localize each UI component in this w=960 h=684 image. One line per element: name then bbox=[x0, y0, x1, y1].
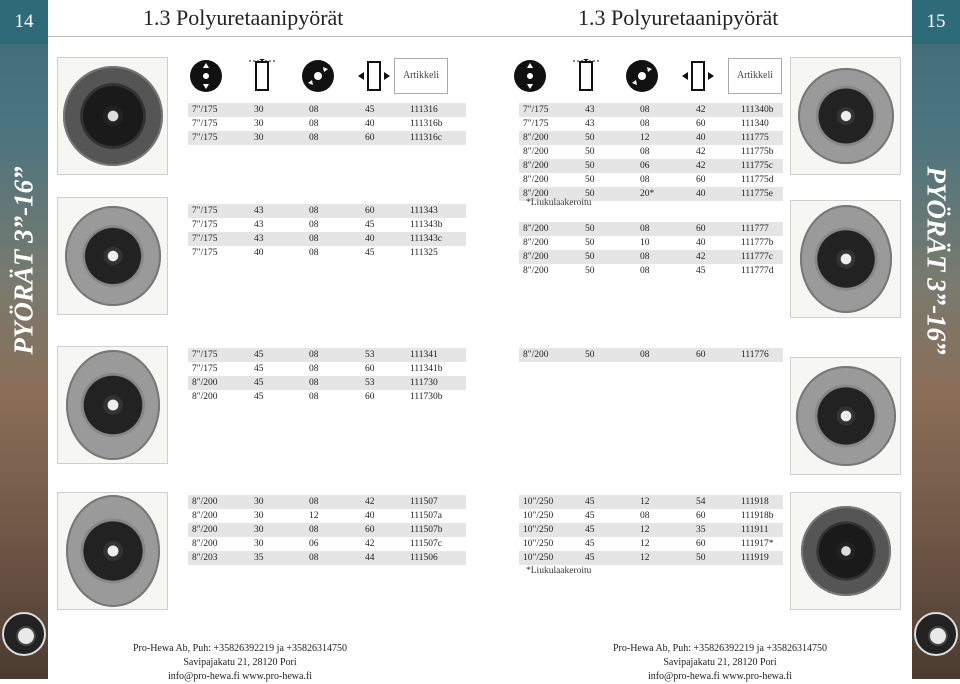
table-cell: 8"/200 bbox=[192, 497, 218, 507]
table-cell: 40 bbox=[696, 238, 706, 248]
table-row bbox=[188, 348, 466, 362]
table-cell: 45 bbox=[585, 511, 595, 521]
table-cell: 45 bbox=[585, 539, 595, 549]
table-cell: 43 bbox=[585, 105, 595, 115]
footer-line: Savipajakatu 21, 28120 Pori bbox=[663, 657, 777, 668]
table-cell: 8"/200 bbox=[523, 189, 549, 199]
table-cell: 111343c bbox=[410, 234, 443, 244]
wheel-photo bbox=[790, 492, 901, 610]
table-cell: 06 bbox=[640, 161, 650, 171]
table-row bbox=[188, 362, 466, 376]
table-cell: 12 bbox=[640, 133, 650, 143]
column-icon-header-left bbox=[188, 58, 448, 94]
table-cell: 7"/175 bbox=[192, 350, 218, 360]
table-cell: 08 bbox=[309, 378, 319, 388]
spec-table bbox=[519, 222, 783, 278]
table-cell: 7"/175 bbox=[192, 105, 218, 115]
table-cell: 111777b bbox=[741, 238, 774, 248]
table-row bbox=[188, 117, 466, 131]
table-cell: 60 bbox=[365, 392, 375, 402]
table-row bbox=[519, 236, 783, 250]
table-cell: 50 bbox=[696, 553, 706, 563]
table-cell: 45 bbox=[254, 392, 264, 402]
table-row bbox=[188, 131, 466, 145]
table-cell: 40 bbox=[365, 119, 375, 129]
table-cell: 30 bbox=[254, 497, 264, 507]
table-cell: 8"/200 bbox=[523, 252, 549, 262]
wheel-photo bbox=[790, 200, 901, 318]
table-cell: 40 bbox=[696, 189, 706, 199]
table-cell: 53 bbox=[365, 350, 375, 360]
footer-line: info@pro-hewa.fi www.pro-hewa.fi bbox=[167, 671, 313, 682]
table-row bbox=[519, 222, 783, 236]
table-cell: 50 bbox=[585, 147, 595, 157]
table-cell: 30 bbox=[254, 119, 264, 129]
table-cell: 43 bbox=[254, 206, 264, 216]
table-cell: 111775 bbox=[741, 133, 769, 143]
table-cell: 08 bbox=[309, 392, 319, 402]
table-cell: 8"/200 bbox=[523, 350, 549, 360]
wheel-photo bbox=[57, 197, 168, 315]
table-row bbox=[188, 204, 466, 218]
wheel-hub-icon bbox=[624, 58, 660, 94]
table-cell: 7"/175 bbox=[192, 220, 218, 230]
table-cell: 10"/250 bbox=[523, 539, 554, 549]
table-cell: 111777c bbox=[741, 252, 774, 262]
table-cell: 8"/200 bbox=[192, 525, 218, 535]
table-cell: 60 bbox=[696, 175, 706, 185]
table-cell: 30 bbox=[254, 133, 264, 143]
table-cell: 45 bbox=[585, 553, 595, 563]
table-cell: 42 bbox=[696, 105, 706, 115]
table-cell: 08 bbox=[640, 266, 650, 276]
wheel-photo bbox=[57, 492, 168, 610]
table-cell: 10"/250 bbox=[523, 497, 554, 507]
table-cell: 111777d bbox=[741, 266, 774, 276]
table-cell: 111325 bbox=[410, 248, 438, 258]
table-cell: 43 bbox=[254, 220, 264, 230]
table-cell: 08 bbox=[309, 234, 319, 244]
side-title-left bbox=[0, 145, 48, 375]
table-row bbox=[519, 117, 783, 131]
table-cell: 111340 bbox=[741, 119, 769, 129]
table-cell: 8"/200 bbox=[523, 133, 549, 143]
table-cell: 111917* bbox=[741, 539, 774, 549]
table-cell: 8"/200 bbox=[523, 266, 549, 276]
table-cell: 08 bbox=[640, 350, 650, 360]
table-cell: 111777 bbox=[741, 224, 769, 234]
hub-width-icon bbox=[356, 58, 392, 94]
table-footnote: *Liukulaakeroitu bbox=[526, 198, 592, 208]
table-cell: 08 bbox=[309, 350, 319, 360]
table-row bbox=[519, 348, 783, 362]
table-cell: 111911 bbox=[741, 525, 769, 535]
table-row bbox=[188, 376, 466, 390]
footer-line: Pro-Hewa Ab, Puh: +35826392219 ja +35826314750 bbox=[132, 643, 348, 654]
page-title-left: 1.3 Polyuretaanipyörät bbox=[143, 5, 344, 30]
wheel-hub-icon bbox=[300, 58, 336, 94]
spec-table bbox=[188, 204, 466, 260]
table-cell: 60 bbox=[696, 350, 706, 360]
table-cell: 60 bbox=[365, 525, 375, 535]
table-cell: 08 bbox=[309, 525, 319, 535]
table-cell: 111730b bbox=[410, 392, 443, 402]
table-cell: 111775c bbox=[741, 161, 774, 171]
page-title-right: 1.3 Polyuretaanipyörät bbox=[578, 5, 779, 30]
table-cell: 40 bbox=[365, 511, 375, 521]
table-cell: 111730 bbox=[410, 378, 438, 388]
table-row bbox=[188, 232, 466, 246]
table-cell: 8"/200 bbox=[192, 539, 218, 549]
table-row bbox=[188, 523, 466, 537]
table-row bbox=[188, 103, 466, 117]
table-cell: 08 bbox=[640, 224, 650, 234]
table-cell: 8"/200 bbox=[523, 224, 549, 234]
footer-line: Pro-Hewa Ab, Puh: +35826392219 ja +35826314750 bbox=[612, 643, 828, 654]
table-row bbox=[188, 537, 466, 551]
table-cell: 60 bbox=[365, 364, 375, 374]
table-cell: 30 bbox=[254, 525, 264, 535]
table-row bbox=[188, 509, 466, 523]
table-cell: 8"/200 bbox=[523, 147, 549, 157]
table-row bbox=[519, 131, 783, 145]
table-cell: 12 bbox=[640, 539, 650, 549]
page-number-left: 14 bbox=[0, 0, 48, 44]
table-cell: 7"/175 bbox=[192, 133, 218, 143]
spec-table bbox=[188, 348, 466, 404]
table-cell: 60 bbox=[365, 133, 375, 143]
table-cell: 111341b bbox=[410, 364, 443, 374]
hub-width-icon bbox=[680, 58, 716, 94]
table-cell: 08 bbox=[309, 119, 319, 129]
table-cell: 08 bbox=[309, 220, 319, 230]
wheel-photo bbox=[790, 57, 901, 175]
table-cell: 35 bbox=[696, 525, 706, 535]
side-title-right bbox=[912, 145, 960, 375]
table-cell: 8"/200 bbox=[523, 175, 549, 185]
table-cell: 45 bbox=[696, 266, 706, 276]
table-cell: 60 bbox=[696, 119, 706, 129]
table-cell: 40 bbox=[365, 234, 375, 244]
table-cell: 60 bbox=[696, 511, 706, 521]
table-cell: 111507c bbox=[410, 539, 443, 549]
table-cell: 111507a bbox=[410, 511, 443, 521]
table-cell: 08 bbox=[309, 206, 319, 216]
table-cell: 50 bbox=[585, 350, 595, 360]
brand-logo-icon bbox=[2, 612, 46, 656]
table-cell: 50 bbox=[585, 224, 595, 234]
table-row bbox=[519, 159, 783, 173]
table-cell: 45 bbox=[365, 220, 375, 230]
column-icon-header-right bbox=[512, 58, 782, 94]
table-cell: 30 bbox=[254, 105, 264, 115]
table-cell: 45 bbox=[254, 364, 264, 374]
table-cell: 111775d bbox=[741, 175, 774, 185]
footer-line: Savipajakatu 21, 28120 Pori bbox=[183, 657, 297, 668]
table-cell: 8"/200 bbox=[192, 378, 218, 388]
table-row bbox=[519, 250, 783, 264]
table-cell: 8"/200 bbox=[523, 238, 549, 248]
table-row bbox=[519, 523, 783, 537]
contact-footer-right bbox=[590, 642, 850, 684]
table-cell: 111775b bbox=[741, 147, 774, 157]
table-cell: 08 bbox=[309, 497, 319, 507]
table-cell: 08 bbox=[640, 147, 650, 157]
article-column-label: Artikkeli bbox=[394, 58, 448, 94]
table-cell: 7"/175 bbox=[523, 105, 549, 115]
table-row bbox=[519, 537, 783, 551]
table-cell: 8"/200 bbox=[192, 392, 218, 402]
wheel-photo bbox=[57, 346, 168, 464]
table-cell: 08 bbox=[640, 252, 650, 262]
wheel-photo bbox=[57, 57, 168, 175]
table-row bbox=[519, 495, 783, 509]
footer-line: info@pro-hewa.fi www.pro-hewa.fi bbox=[647, 671, 793, 682]
spec-table bbox=[188, 103, 466, 145]
table-row bbox=[188, 246, 466, 260]
table-cell: 60 bbox=[696, 224, 706, 234]
table-cell: 111506 bbox=[410, 553, 438, 563]
side-title-left-text: PYÖRÄT 3”-16” bbox=[8, 165, 39, 355]
table-cell: 45 bbox=[254, 378, 264, 388]
table-cell: 40 bbox=[254, 248, 264, 258]
table-cell: 111316c bbox=[410, 133, 443, 143]
table-cell: 8"/200 bbox=[192, 511, 218, 521]
table-row bbox=[519, 509, 783, 523]
table-cell: 08 bbox=[309, 553, 319, 563]
table-cell: 08 bbox=[309, 133, 319, 143]
table-cell: 08 bbox=[640, 511, 650, 521]
table-row bbox=[188, 218, 466, 232]
table-cell: 08 bbox=[640, 105, 650, 115]
table-cell: 06 bbox=[309, 539, 319, 549]
table-row bbox=[519, 264, 783, 278]
table-cell: 111776 bbox=[741, 350, 769, 360]
table-cell: 50 bbox=[585, 266, 595, 276]
table-cell: 111341 bbox=[410, 350, 438, 360]
table-cell: 8"/203 bbox=[192, 553, 218, 563]
table-cell: 43 bbox=[254, 234, 264, 244]
table-row bbox=[188, 390, 466, 404]
brand-logo-icon bbox=[914, 612, 958, 656]
table-cell: 45 bbox=[585, 525, 595, 535]
table-cell: 45 bbox=[254, 350, 264, 360]
side-title-right-text: PYÖRÄT 3”-16” bbox=[921, 165, 952, 355]
table-cell: 42 bbox=[365, 497, 375, 507]
table-cell: 7"/175 bbox=[192, 119, 218, 129]
table-cell: 10 bbox=[640, 238, 650, 248]
spec-table bbox=[519, 348, 783, 362]
table-cell: 45 bbox=[365, 105, 375, 115]
table-cell: 08 bbox=[309, 364, 319, 374]
table-cell: 20* bbox=[640, 189, 655, 199]
table-cell: 42 bbox=[365, 539, 375, 549]
table-cell: 111343b bbox=[410, 220, 443, 230]
table-cell: 10"/250 bbox=[523, 525, 554, 535]
table-cell: 111343 bbox=[410, 206, 438, 216]
table-cell: 7"/175 bbox=[192, 364, 218, 374]
page-number-right: 15 bbox=[912, 0, 960, 44]
table-cell: 50 bbox=[585, 133, 595, 143]
table-cell: 111918 bbox=[741, 497, 769, 507]
wheel-width-icon bbox=[568, 58, 604, 94]
table-cell: 45 bbox=[365, 248, 375, 258]
table-row bbox=[519, 551, 783, 565]
table-cell: 50 bbox=[585, 238, 595, 248]
table-cell: 30 bbox=[254, 511, 264, 521]
table-cell: 111316b bbox=[410, 119, 443, 129]
table-cell: 7"/175 bbox=[192, 206, 218, 216]
table-cell: 42 bbox=[696, 252, 706, 262]
table-cell: 7"/175 bbox=[192, 234, 218, 244]
table-cell: 54 bbox=[696, 497, 706, 507]
table-cell: 08 bbox=[640, 119, 650, 129]
spec-table bbox=[519, 495, 783, 565]
table-cell: 60 bbox=[696, 539, 706, 549]
spec-table bbox=[519, 103, 783, 201]
table-cell: 08 bbox=[309, 105, 319, 115]
table-cell: 111507b bbox=[410, 525, 443, 535]
table-row bbox=[519, 103, 783, 117]
table-cell: 50 bbox=[585, 252, 595, 262]
table-cell: 45 bbox=[585, 497, 595, 507]
article-column-label: Artikkeli bbox=[728, 58, 782, 94]
table-cell: 50 bbox=[585, 189, 595, 199]
wheel-width-icon bbox=[244, 58, 280, 94]
table-cell: 44 bbox=[365, 553, 375, 563]
table-cell: 30 bbox=[254, 539, 264, 549]
table-cell: 53 bbox=[365, 378, 375, 388]
table-cell: 7"/175 bbox=[192, 248, 218, 258]
table-cell: 7"/175 bbox=[523, 119, 549, 129]
table-cell: 10"/250 bbox=[523, 511, 554, 521]
table-cell: 12 bbox=[640, 525, 650, 535]
table-cell: 35 bbox=[254, 553, 264, 563]
table-cell: 50 bbox=[585, 175, 595, 185]
contact-footer-left bbox=[110, 642, 370, 684]
wheel-front-icon bbox=[512, 58, 548, 94]
table-row bbox=[188, 495, 466, 509]
table-cell: 43 bbox=[585, 119, 595, 129]
wheel-photo bbox=[790, 357, 901, 475]
table-cell: 111340b bbox=[741, 105, 774, 115]
table-cell: 111919 bbox=[741, 553, 769, 563]
table-cell: 60 bbox=[365, 206, 375, 216]
table-row bbox=[519, 145, 783, 159]
table-cell: 08 bbox=[640, 175, 650, 185]
table-cell: 111316 bbox=[410, 105, 438, 115]
table-cell: 111507 bbox=[410, 497, 438, 507]
table-cell: 08 bbox=[309, 248, 319, 258]
table-row bbox=[519, 173, 783, 187]
table-cell: 111918b bbox=[741, 511, 774, 521]
wheel-front-icon bbox=[188, 58, 224, 94]
table-cell: 111775e bbox=[741, 189, 774, 199]
table-cell: 50 bbox=[585, 161, 595, 171]
table-cell: 42 bbox=[696, 147, 706, 157]
table-cell: 40 bbox=[696, 133, 706, 143]
table-cell: 8"/200 bbox=[523, 161, 549, 171]
spec-table bbox=[188, 495, 466, 565]
table-cell: 12 bbox=[640, 553, 650, 563]
table-footnote: *Liukulaakeroitu bbox=[526, 566, 592, 576]
table-cell: 42 bbox=[696, 161, 706, 171]
table-cell: 10"/250 bbox=[523, 553, 554, 563]
table-cell: 12 bbox=[640, 497, 650, 507]
table-cell: 12 bbox=[309, 511, 319, 521]
table-row bbox=[188, 551, 466, 565]
